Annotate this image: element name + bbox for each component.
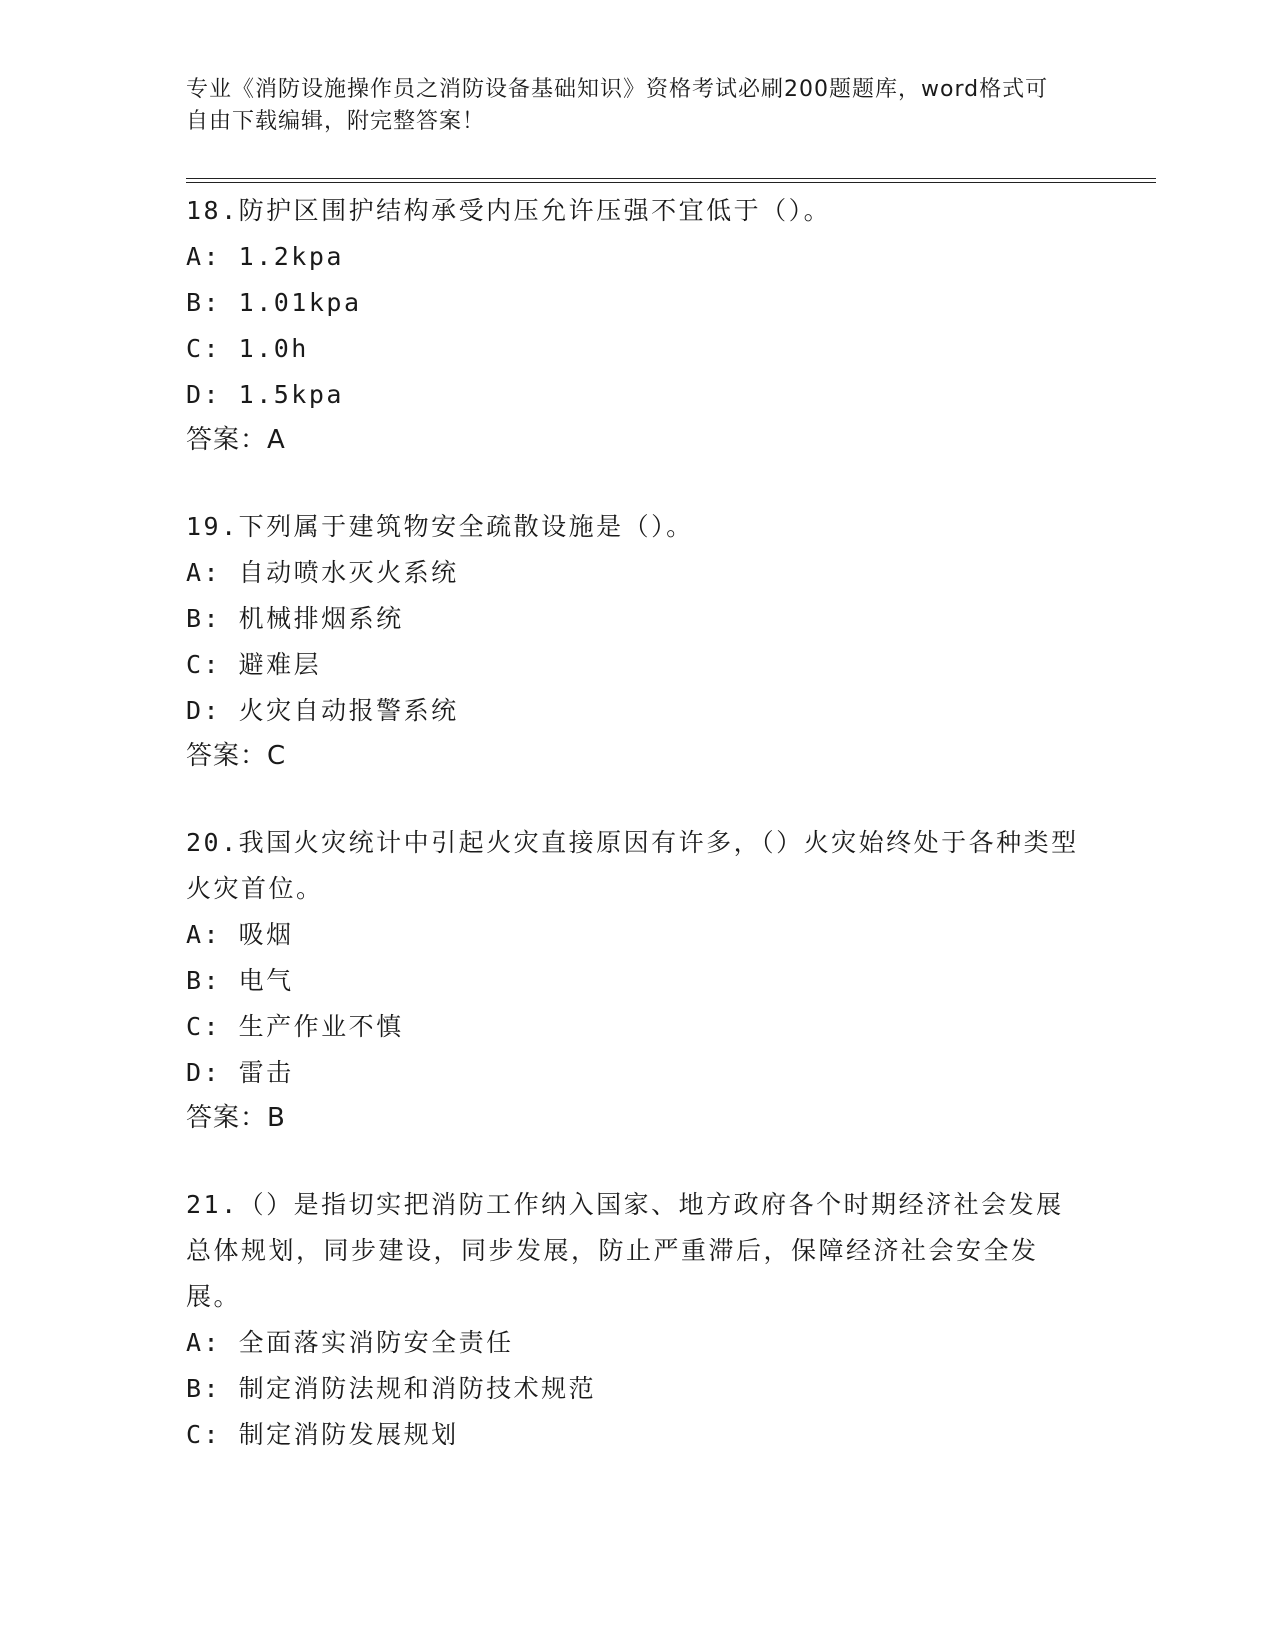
question-18 [186,188,1086,462]
option-a: A: 1.2kpa [186,242,344,271]
header-divider-top [186,178,1156,179]
option-c: C: 制定消防发展规划 [186,1420,459,1449]
option-b: B: 制定消防法规和消防技术规范 [186,1374,597,1403]
option-a: A: 全面落实消防安全责任 [186,1328,514,1357]
option-a: A: 自动喷水灭火系统 [186,558,459,587]
option-b: B: 电气 [186,966,294,995]
document-header: 专业《消防设施操作员之消防设备基础知识》资格考试必刷200题题库，word格式可自由下载编辑，附完整答案！ [186,77,1049,134]
option-c: C: 1.0h [186,334,309,363]
question-21 [186,1182,1086,1458]
header-divider-bottom [186,182,1156,183]
question-stem: 19.下列属于建筑物安全疏散设施是（）。 [186,512,694,541]
option-d: D: 火灾自动报警系统 [186,696,459,725]
option-d: D: 雷击 [186,1058,294,1087]
option-d: D: 1.5kpa [186,380,344,409]
answer: 答案：C [186,741,287,771]
option-a: A: 吸烟 [186,920,294,949]
answer: 答案：B [186,1103,286,1133]
question-stem: 20.我国火灾统计中引起火灾直接原因有许多，（）火灾始终处于各种类型火灾首位。 [186,828,1079,903]
option-b: B: 机械排烟系统 [186,604,404,633]
question-stem: 21.（）是指切实把消防工作纳入国家、地方政府各个时期经济社会发展总体规划，同步建设，同步发展，防止严重滞后，保障经济社会安全发展。 [186,1190,1064,1311]
question-list [186,188,1086,1500]
answer: 答案：A [186,425,286,455]
option-b: B: 1.01kpa [186,288,362,317]
question-19 [186,504,1086,778]
question-stem: 18.防护区围护结构承受内压允许压强不宜低于（）。 [186,196,832,225]
question-20 [186,820,1086,1140]
option-c: C: 避难层 [186,650,322,679]
option-c: C: 生产作业不慎 [186,1012,404,1041]
